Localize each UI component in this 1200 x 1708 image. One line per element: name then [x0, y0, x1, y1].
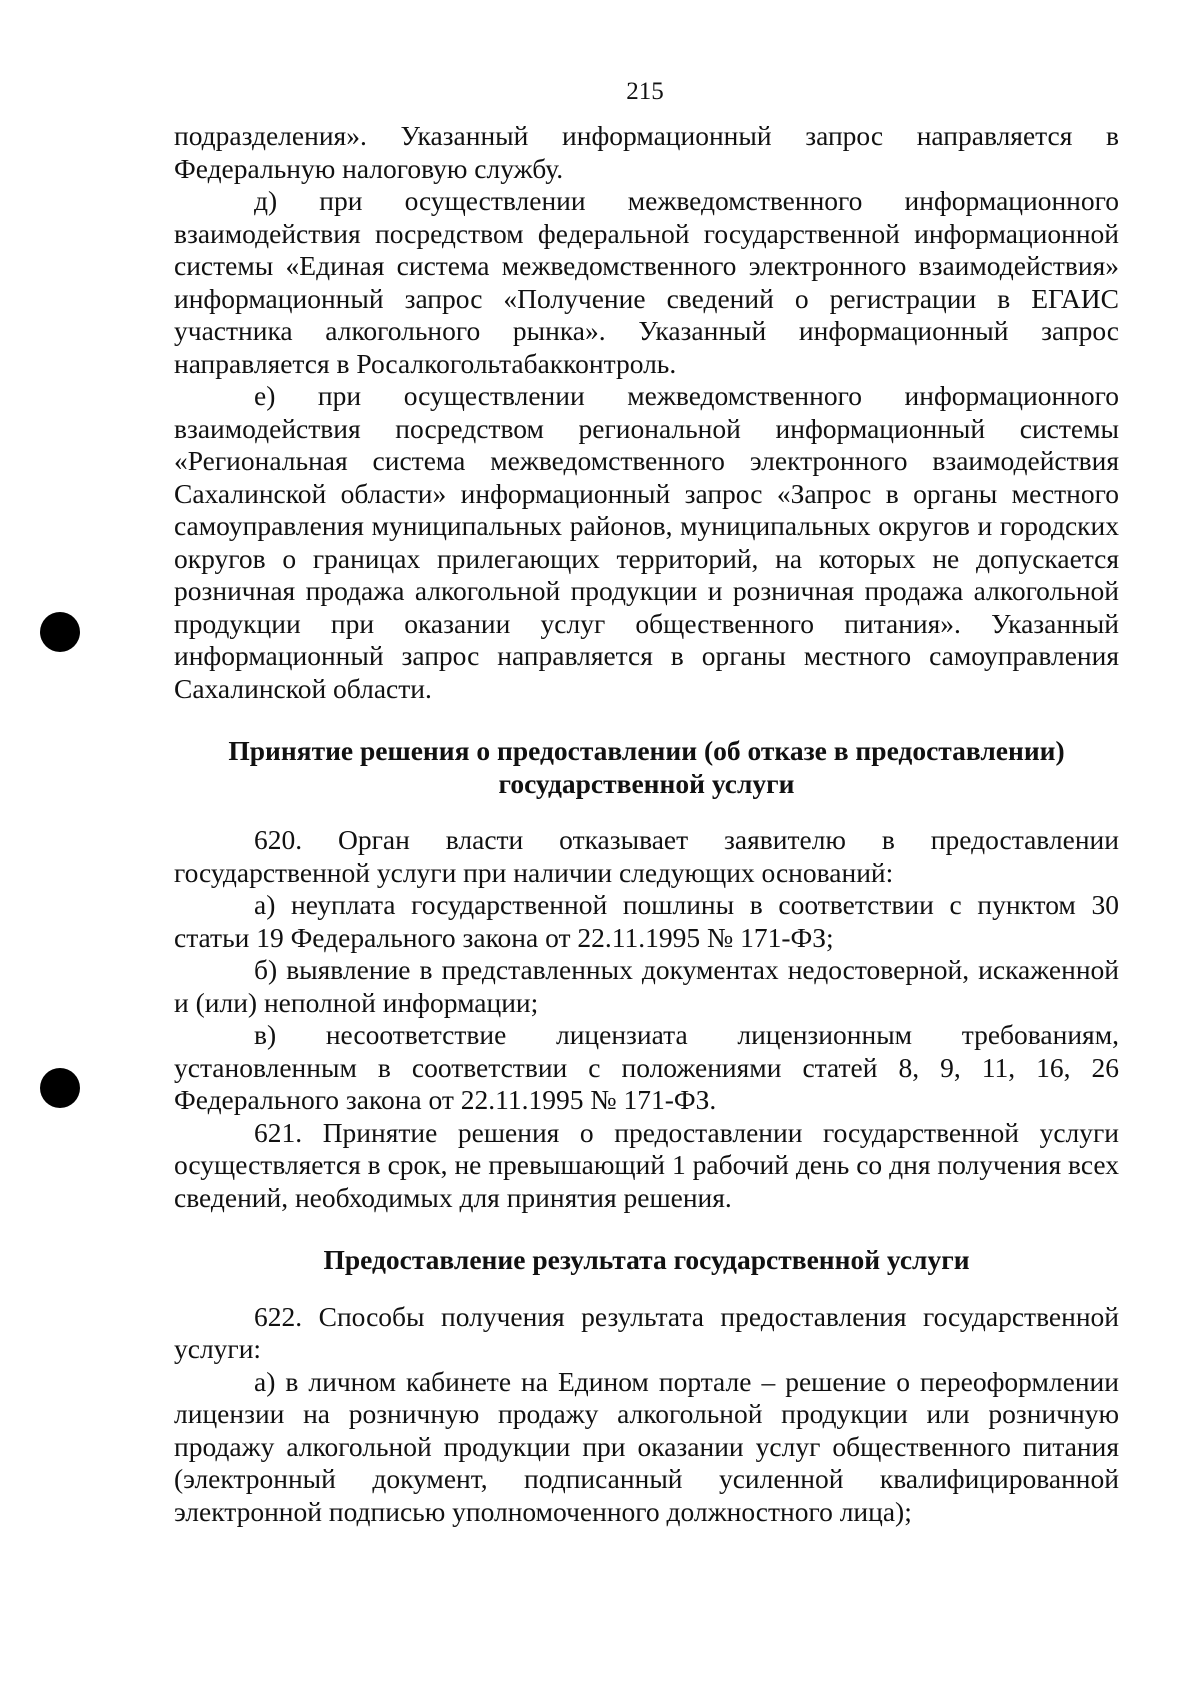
section-heading-decision-line1: Принятие решения о предоставлении (об отказе в предоставлении)	[228, 735, 1065, 766]
paragraph-620-b: б) выявление в представленных документах недостоверной, искаженной и (или) неполной информации;	[174, 954, 1119, 1018]
paragraph-620-a: а) неуплата государственной пошлины в соответствии с пунктом 30 статьи 19 Федерального закона от 22.11.1995 № 171-ФЗ;	[174, 889, 1119, 953]
paragraph-item-e: е) при осуществлении межведомственного информационного взаимодействия посредством региональной информационный системы «Региональная система межведомственного электронного взаимодействия Сахалинской области» информационный запрос «Запрос в органы местного самоуправления муниципальных районов, муниципальных округов и городских округов о границах прилегающих территорий, на которых не допускается розничная продажа алкогольной продукции и розничная продажа алкогольной продукции при оказании услуг общественного питания». Указанный информационный запрос направляется в органы местного самоуправления Сахалинской области.	[174, 380, 1119, 704]
document-body	[174, 120, 1119, 1528]
paragraph-item-d: д) при осуществлении межведомственного информационного взаимодействия посредством федеральной государственной информационной системы «Единая система межведомственного электронного взаимодействия» информационный запрос «Получение сведений о регистрации в ЕГАИС участника алкогольного рынка». Указанный информационный запрос направляется в Росалкогольтабакконтроль.	[174, 185, 1119, 379]
section-heading-result: Предоставление результата государственной услуги	[323, 1244, 970, 1275]
paragraph-622-a: а) в личном кабинете на Едином портале – решение о переоформлении лицензии на розничную продажу алкогольной продукции или розничную продажу алкогольной продукции при оказании услуг общественного питания (электронный документ, подписанный усиленной квалифицированной электронной подписью уполномоченного должностного лица);	[174, 1365, 1119, 1527]
paragraph-622: 622. Способы получения результата предоставления государственной услуги:	[174, 1300, 1119, 1364]
punch-hole-top	[40, 612, 80, 652]
paragraph-620-c: в) несоответствие лицензиата лицензионным требованиям, установленным в соответствии с положениями статей 8, 9, 11, 16, 26 Федерального закона от 22.11.1995 № 171-ФЗ.	[174, 1019, 1119, 1115]
paragraph-621: 621. Принятие решения о предоставлении государственной услуги осуществляется в срок, не превышающий 1 рабочий день со дня получения всех сведений, необходимых для принятия решения.	[174, 1116, 1119, 1213]
paragraph-620: 620. Орган власти отказывает заявителю в предоставлении государственной услуги при наличии следующих оснований:	[174, 824, 1119, 888]
punch-hole-bottom	[40, 1068, 80, 1108]
paragraph-continuation: подразделения». Указанный информационный запрос направляется в Федеральную налоговую службу.	[174, 120, 1119, 184]
section-heading-decision	[174, 735, 1119, 800]
page-number: 215	[626, 78, 664, 105]
section-heading-decision-line2: государственной услуги	[498, 767, 795, 799]
